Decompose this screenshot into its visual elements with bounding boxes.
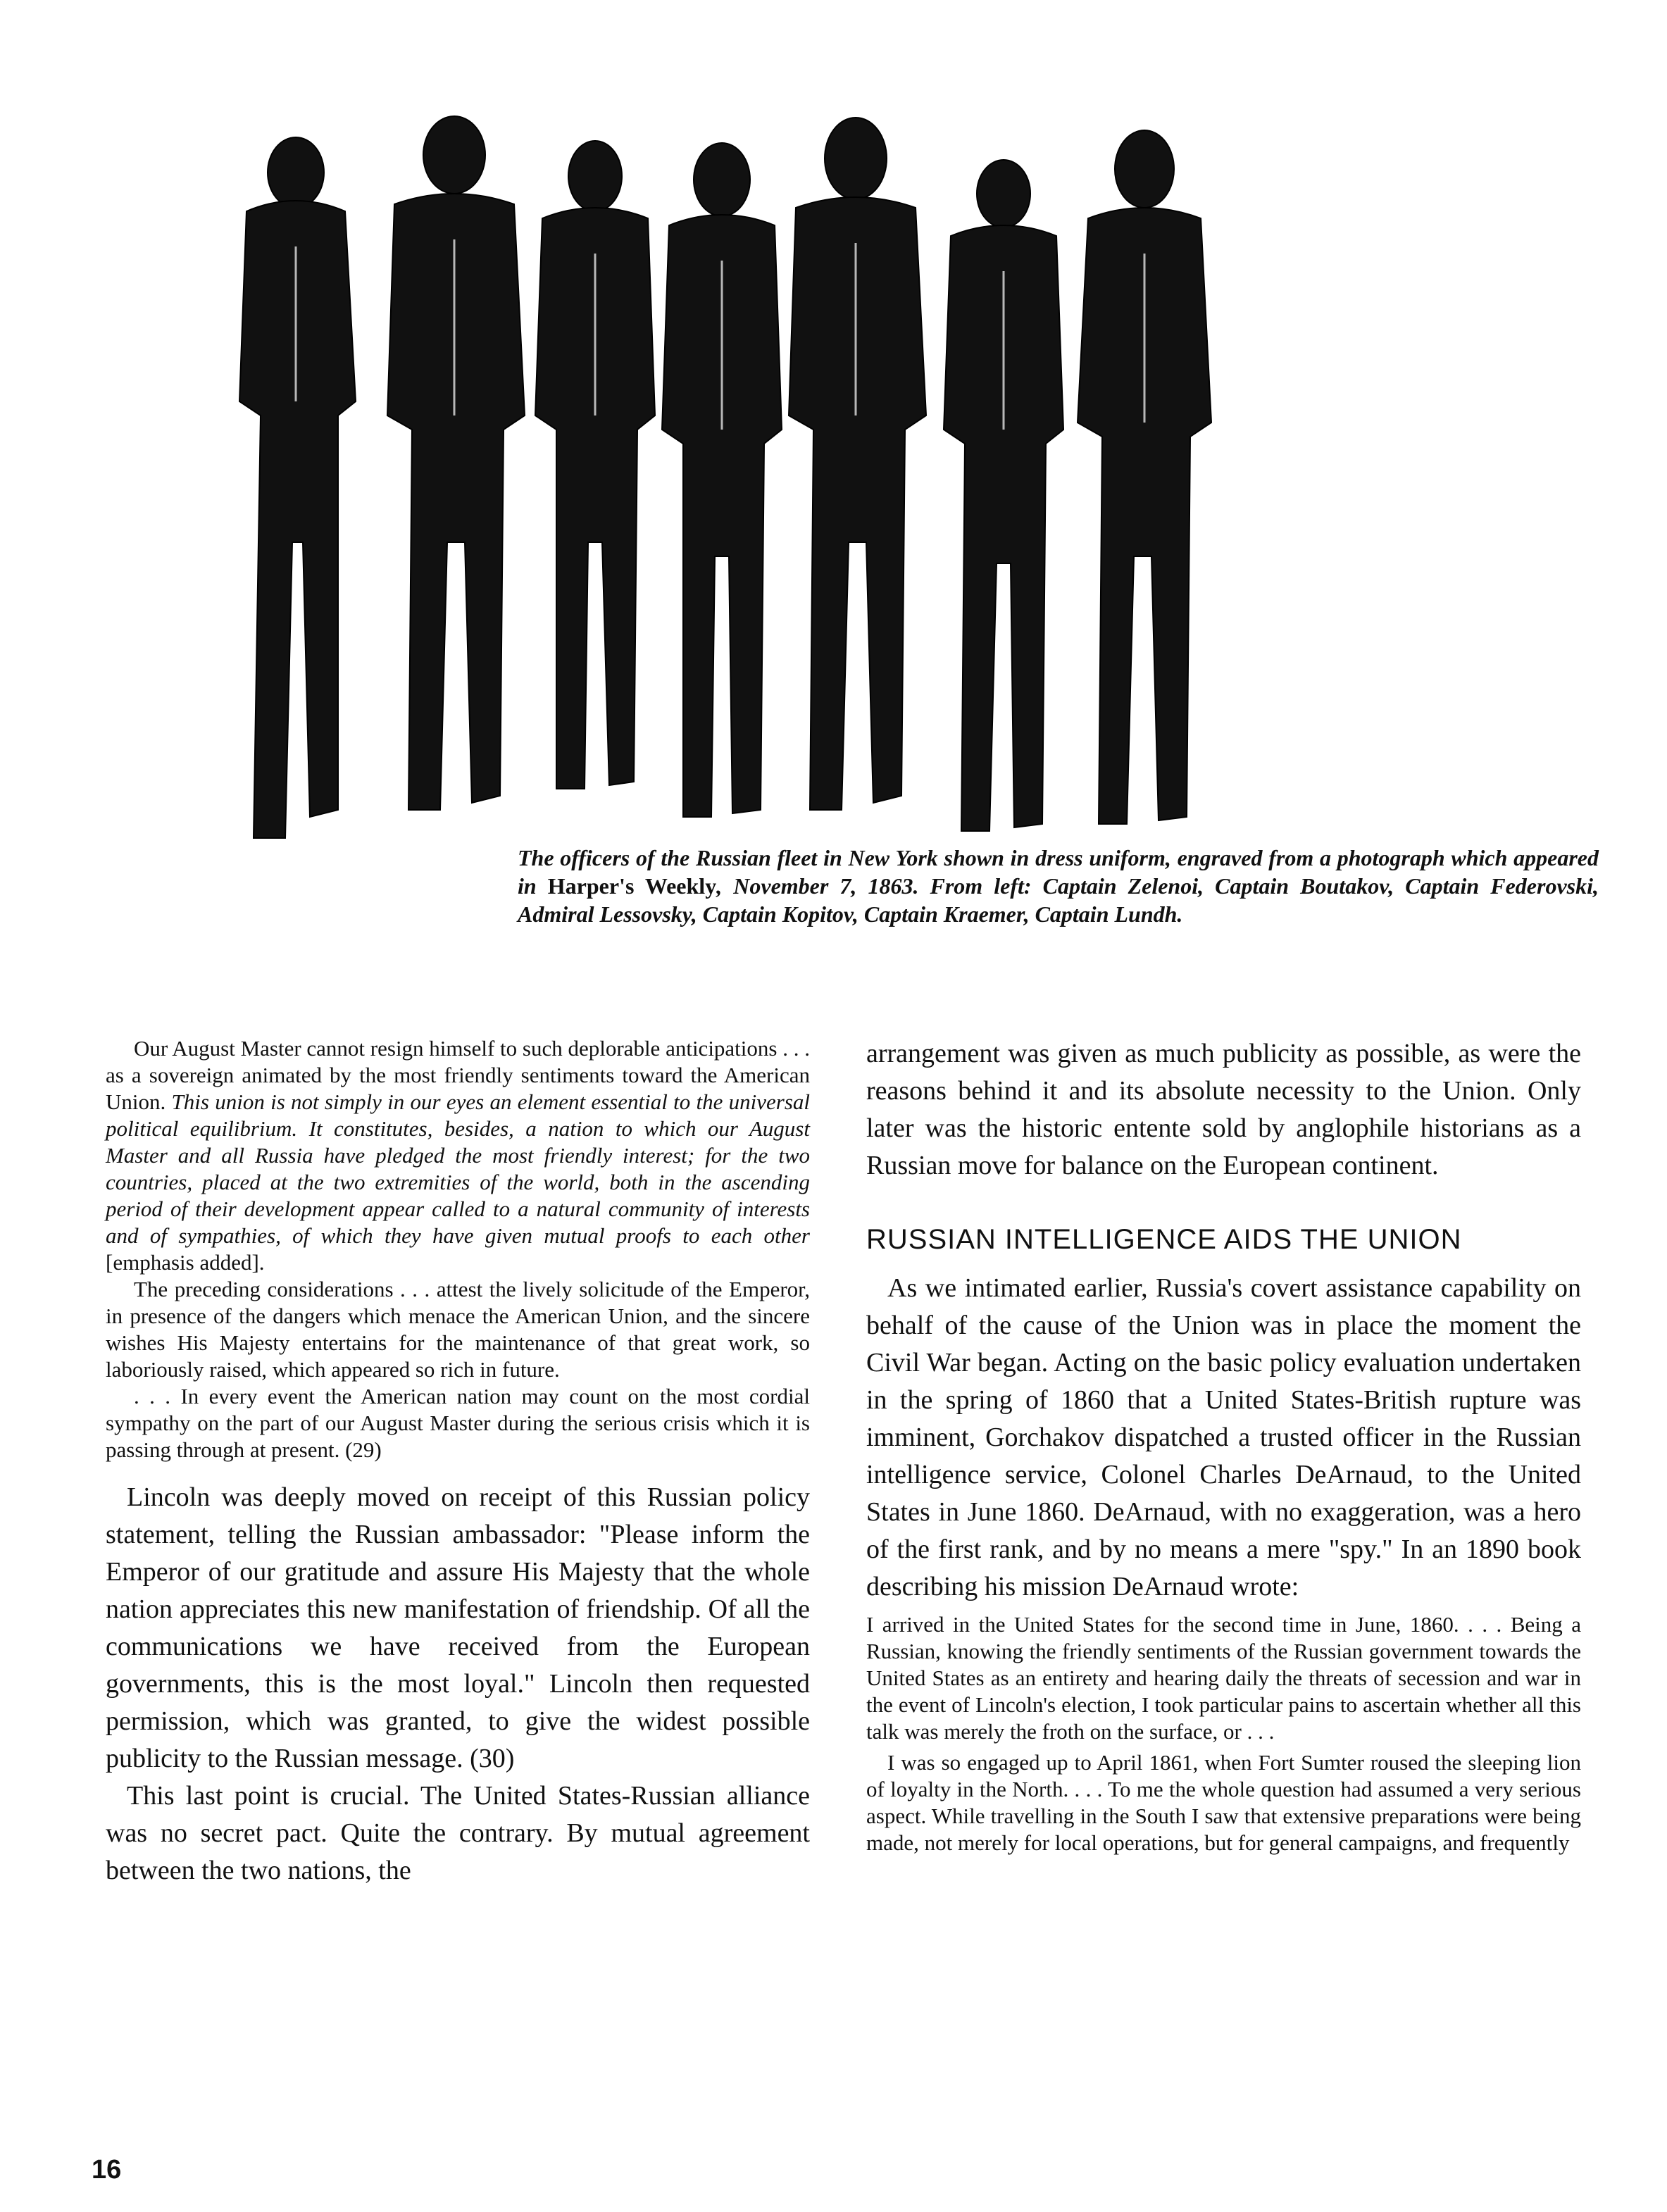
officer-figure-6 <box>944 160 1063 831</box>
body-paragraph-arrangement: arrangement was given as much publicity as possible, as were the reasons behind it and its absolute necessity to the Union. Only later was the historic entente sold by anglophile historians as a Russian move for balance on the European continent. <box>866 1039 1581 1180</box>
left-column <box>106 1035 810 1889</box>
officer-figure-7 <box>1078 130 1211 824</box>
page-number: 16 <box>92 2155 122 2185</box>
right-body-text-top <box>866 1035 1581 1185</box>
body-paragraph-lincoln: Lincoln was deeply moved on receipt of this Russian policy statement, telling the Russian ambassador: "Please inform the Emperor of our gratitude and assure His Majesty that the whole nation appreciates this new manifestation of friendship. Of all the communications we have received from the European governments, this is the most loyal." Lincoln then requested permission, which was granted, to give the widest possible publicity to the Russian message. (30) <box>106 1482 810 1773</box>
officers-engraving-icon <box>204 106 1465 859</box>
figure-caption <box>518 844 1599 928</box>
officers-engraving-figure <box>204 106 1465 859</box>
quote-paragraph-1 <box>106 1035 810 1276</box>
dearnaud-quote <box>866 1611 1581 1856</box>
officer-figure-5 <box>789 118 926 810</box>
left-body-text <box>106 1479 810 1889</box>
officer-figure-2 <box>387 116 525 810</box>
caption-text-part1: The officers of the Russian fleet in New York shown in dress uniform, engraved from a photograph which appeared in <box>518 845 1599 899</box>
body-paragraph-intelligence: As we intimated earlier, Russia's covert assistance capability on behalf of the cause of the Union was in place the moment the Civil War began. Acting on the basic policy evaluation undertaken in the spring of 1860 that a United States-British rupture was imminent, Gorchakov dispatched a trusted officer in the Russian intelligence service, Colonel Charles DeArnaud, to the United States in June 1860. DeArnaud, with no exaggeration, was a hero of the first rank, and by no means a mere "spy." In an 1890 book describing his mission DeArnaud wrote: <box>866 1273 1581 1601</box>
section-heading: RUSSIAN INTELLIGENCE AIDS THE UNION <box>866 1224 1462 1255</box>
caption-publication: Harper's Weekly <box>547 873 717 899</box>
quote-paragraph-3: . . . In every event the American nation may count on the most cordial sympathy on the part of our August Master during the serious crisis which it is passing through at present. (29) <box>106 1384 810 1462</box>
body-paragraph-crucial: This last point is crucial. The United States-Russian alliance was no secret pact. Quite the contrary. By mutual agreement between the two nations, the <box>106 1781 810 1885</box>
right-body-text <box>866 1270 1581 1606</box>
right-column <box>866 1035 1581 1856</box>
officer-figure-3 <box>535 141 655 789</box>
dearnaud-quote-paragraph-1: I arrived in the United States for the second time in June, 1860. . . . Being a Russian, knowing the friendly sentiments of the Russian government towards the United States as an entirety and hearing daily the threats of secession and war in the event of Lincoln's election, I took particular pains to ascertain whether all this talk was merely the froth on the surface, or . . . <box>866 1612 1581 1744</box>
quote-p1-end: [emphasis added]. <box>106 1250 265 1275</box>
quote-p1-emphasis: This union is not simply in our eyes an element essential to the universal political equilibrium. It constitutes, besides, a nation to which our August Master and all Russia have pledged the most friendly interest; for the two countries, placed at the two extremities of the world, both in the ascending period of their development appear called to a natural community of interests and of sympathies, of which they have given mutual proofs to each other <box>106 1089 811 1248</box>
dearnaud-quote-paragraph-2: I was so engaged up to April 1861, when Fort Sumter roused the sleeping lion of loyalty in the North. . . . To me the whole question had assumed a very serious aspect. While travelling in the South I saw that extensive preparations were being made, not merely for local operations, but for general campaigns, and frequently <box>866 1750 1581 1855</box>
gorchakov-quote <box>106 1035 810 1463</box>
officer-figure-4 <box>662 143 782 817</box>
quote-paragraph-2: The preceding considerations . . . attest the lively solicitude of the Emperor, in presence of the dangers which menace the American Union, and the sincere wishes His Majesty entertains for the maintenance of that great work, so laboriously raised, which appeared so rich in future. <box>106 1277 810 1382</box>
quote-p1-start: Our August Master cannot resign himself to such deplorable anticipations . . . as a sovereign animated by the most friendly sentiments toward the American Union. <box>106 1036 810 1114</box>
caption-text-part2: , November 7, 1863. From left: Captain Zelenoi, Captain Boutakov, Captain Federovski, Admiral Lessovsky, Captain Kopitov, Captain Kraemer, Captain Lundh. <box>518 873 1599 927</box>
officer-figure-1 <box>239 137 356 838</box>
